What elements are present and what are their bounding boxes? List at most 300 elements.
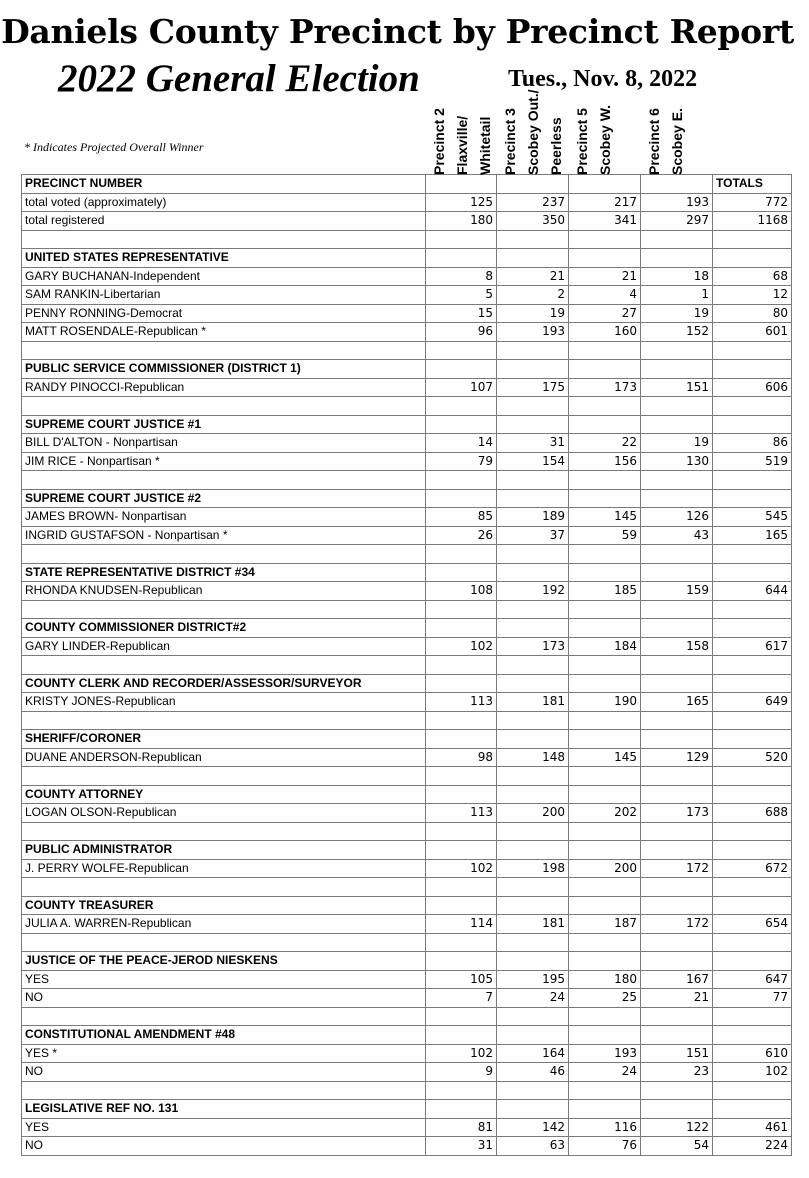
precinct-value bbox=[641, 619, 713, 638]
row-label bbox=[22, 600, 426, 619]
precinct-value: 192 bbox=[497, 582, 569, 601]
spacer-row bbox=[22, 878, 792, 897]
precinct-value: 145 bbox=[569, 508, 641, 527]
precinct-value: 113 bbox=[426, 804, 497, 823]
precinct-value bbox=[426, 563, 497, 582]
total-value: 461 bbox=[713, 1118, 792, 1137]
race-title: PUBLIC SERVICE COMMISSIONER (DISTRICT 1) bbox=[22, 360, 426, 379]
table-row bbox=[22, 1137, 792, 1156]
table-row bbox=[22, 434, 792, 453]
section-header-row bbox=[22, 1026, 792, 1045]
row-label bbox=[22, 230, 426, 249]
section-header-row bbox=[22, 489, 792, 508]
precinct-value: 350 bbox=[497, 212, 569, 231]
precinct-value: 102 bbox=[426, 637, 497, 656]
race-title: LEGISLATIVE REF NO. 131 bbox=[22, 1100, 426, 1119]
precinct-value bbox=[569, 563, 641, 582]
row-label bbox=[22, 1081, 426, 1100]
precinct-value: 85 bbox=[426, 508, 497, 527]
section-header-row bbox=[22, 952, 792, 971]
precinct-value bbox=[569, 545, 641, 564]
precinct-value: 8 bbox=[426, 267, 497, 286]
precinct-value bbox=[497, 933, 569, 952]
total-value bbox=[713, 1081, 792, 1100]
precinct-value bbox=[641, 1081, 713, 1100]
precinct-value bbox=[497, 415, 569, 434]
column-header-row bbox=[22, 175, 792, 194]
precinct-value bbox=[426, 230, 497, 249]
precinct-value bbox=[426, 878, 497, 897]
race-title: COUNTY CLERK AND RECORDER/ASSESSOR/SURVEYOR bbox=[22, 674, 426, 693]
precinct-value bbox=[569, 952, 641, 971]
precinct-value: 59 bbox=[569, 526, 641, 545]
precinct-value: 145 bbox=[569, 748, 641, 767]
precinct-value: 126 bbox=[641, 508, 713, 527]
total-value: 644 bbox=[713, 582, 792, 601]
table-row bbox=[22, 193, 792, 212]
precinct-value: 200 bbox=[497, 804, 569, 823]
row-label: JAMES BROWN- Nonpartisan bbox=[22, 508, 426, 527]
precinct-value bbox=[641, 711, 713, 730]
race-title: COUNTY COMMISSIONER DISTRICT#2 bbox=[22, 619, 426, 638]
precinct-value bbox=[497, 656, 569, 675]
precinct-value bbox=[497, 563, 569, 582]
precinct-value bbox=[569, 249, 641, 268]
precinct-value: 23 bbox=[641, 1063, 713, 1082]
precinct-value bbox=[426, 730, 497, 749]
table-row bbox=[22, 267, 792, 286]
precinct-value bbox=[641, 360, 713, 379]
precinct-value bbox=[497, 841, 569, 860]
precinct-value: 173 bbox=[641, 804, 713, 823]
precinct-value: 102 bbox=[426, 859, 497, 878]
spacer-row bbox=[22, 230, 792, 249]
total-value: 102 bbox=[713, 1063, 792, 1082]
precinct-value: 180 bbox=[426, 212, 497, 231]
table-row bbox=[22, 212, 792, 231]
precinct-value bbox=[497, 674, 569, 693]
precinct-value: 15 bbox=[426, 304, 497, 323]
precinct-value bbox=[641, 545, 713, 564]
precinct-value bbox=[569, 471, 641, 490]
precinct-name-line: Scobey W. bbox=[597, 104, 613, 175]
precinct-value: 341 bbox=[569, 212, 641, 231]
precinct-value: 148 bbox=[497, 748, 569, 767]
precinct-name bbox=[571, 105, 617, 175]
row-label bbox=[22, 545, 426, 564]
section-header-row bbox=[22, 841, 792, 860]
precinct-value: 164 bbox=[497, 1044, 569, 1063]
total-value: 649 bbox=[713, 693, 792, 712]
precinct-value bbox=[569, 341, 641, 360]
total-value: 12 bbox=[713, 286, 792, 305]
row-label: total registered bbox=[22, 212, 426, 231]
precinct-value: 125 bbox=[426, 193, 497, 212]
spacer-row bbox=[22, 1007, 792, 1026]
precinct-value bbox=[569, 730, 641, 749]
row-label bbox=[22, 341, 426, 360]
spacer-row bbox=[22, 471, 792, 490]
precinct-value bbox=[426, 1100, 497, 1119]
precinct-value: 165 bbox=[641, 693, 713, 712]
precinct-value bbox=[497, 249, 569, 268]
precinct-value: 202 bbox=[569, 804, 641, 823]
precinct-value bbox=[641, 785, 713, 804]
precinct-value bbox=[569, 600, 641, 619]
precinct-value bbox=[497, 341, 569, 360]
precinct-value bbox=[497, 230, 569, 249]
row-label bbox=[22, 471, 426, 490]
total-value: 520 bbox=[713, 748, 792, 767]
table-row bbox=[22, 1118, 792, 1137]
precinct-value: 98 bbox=[426, 748, 497, 767]
precinct-value bbox=[497, 952, 569, 971]
section-header-row bbox=[22, 249, 792, 268]
row-label: NO bbox=[22, 1137, 426, 1156]
precinct-value: 173 bbox=[497, 637, 569, 656]
precinct-value bbox=[426, 415, 497, 434]
section-header-row bbox=[22, 360, 792, 379]
precinct-value bbox=[569, 360, 641, 379]
table-row bbox=[22, 859, 792, 878]
total-value bbox=[713, 249, 792, 268]
table-row bbox=[22, 582, 792, 601]
total-value: 545 bbox=[713, 508, 792, 527]
table-row bbox=[22, 1044, 792, 1063]
precinct-value bbox=[497, 730, 569, 749]
precinct-column-header bbox=[497, 89, 569, 194]
precinct-value bbox=[569, 878, 641, 897]
total-value bbox=[713, 545, 792, 564]
row-label: PRECINCT NUMBER bbox=[22, 175, 426, 194]
precinct-value bbox=[641, 489, 713, 508]
precinct-value bbox=[426, 397, 497, 416]
precinct-value: 154 bbox=[497, 452, 569, 471]
precinct-value: 151 bbox=[641, 1044, 713, 1063]
precinct-value: 193 bbox=[497, 323, 569, 342]
precinct-value bbox=[426, 249, 497, 268]
precinct-value: 185 bbox=[569, 582, 641, 601]
total-value bbox=[713, 711, 792, 730]
precinct-value bbox=[497, 1100, 569, 1119]
table-row bbox=[22, 748, 792, 767]
precinct-value: 193 bbox=[569, 1044, 641, 1063]
precinct-value bbox=[497, 1007, 569, 1026]
precinct-value bbox=[569, 619, 641, 638]
precinct-value: 96 bbox=[426, 323, 497, 342]
spacer-row bbox=[22, 822, 792, 841]
precinct-value: 195 bbox=[497, 970, 569, 989]
precinct-value bbox=[569, 1100, 641, 1119]
row-label: YES bbox=[22, 1118, 426, 1137]
section-header-row bbox=[22, 415, 792, 434]
row-label bbox=[22, 767, 426, 786]
total-value: 672 bbox=[713, 859, 792, 878]
precinct-value: 152 bbox=[641, 323, 713, 342]
precinct-value bbox=[497, 600, 569, 619]
row-label bbox=[22, 878, 426, 897]
precinct-value bbox=[641, 674, 713, 693]
row-label bbox=[22, 656, 426, 675]
precinct-value: 173 bbox=[569, 378, 641, 397]
row-label: DUANE ANDERSON-Republican bbox=[22, 748, 426, 767]
precinct-value bbox=[641, 952, 713, 971]
spacer-row bbox=[22, 600, 792, 619]
precinct-value: 21 bbox=[641, 989, 713, 1008]
precinct-value: 46 bbox=[497, 1063, 569, 1082]
total-value bbox=[713, 878, 792, 897]
precinct-value: 26 bbox=[426, 526, 497, 545]
table-row bbox=[22, 508, 792, 527]
precinct-value bbox=[497, 878, 569, 897]
table-row bbox=[22, 804, 792, 823]
precinct-name bbox=[428, 108, 497, 175]
precinct-value: 4 bbox=[569, 286, 641, 305]
table-row bbox=[22, 915, 792, 934]
table-row bbox=[22, 970, 792, 989]
precinct-name-line: Scobey Out./ bbox=[525, 89, 541, 175]
precinct-value bbox=[426, 360, 497, 379]
precinct-value: 105 bbox=[426, 970, 497, 989]
precinct-value bbox=[426, 933, 497, 952]
row-label: BILL D'ALTON - Nonpartisan bbox=[22, 434, 426, 453]
precinct-value bbox=[497, 822, 569, 841]
row-label: RHONDA KNUDSEN-Republican bbox=[22, 582, 426, 601]
total-value: 772 bbox=[713, 193, 792, 212]
race-title: CONSTITUTIONAL AMENDMENT #48 bbox=[22, 1026, 426, 1045]
precinct-value bbox=[569, 397, 641, 416]
table-row bbox=[22, 989, 792, 1008]
precinct-value bbox=[569, 230, 641, 249]
row-label: YES * bbox=[22, 1044, 426, 1063]
total-value bbox=[713, 489, 792, 508]
precinct-value: 181 bbox=[497, 915, 569, 934]
precinct-value: 31 bbox=[426, 1137, 497, 1156]
precinct-value bbox=[569, 785, 641, 804]
precinct-value: 31 bbox=[497, 434, 569, 453]
precinct-value: 18 bbox=[641, 267, 713, 286]
precinct-value bbox=[426, 896, 497, 915]
section-header-row bbox=[22, 563, 792, 582]
precinct-value: 54 bbox=[641, 1137, 713, 1156]
total-value: 617 bbox=[713, 637, 792, 656]
precinct-value bbox=[426, 471, 497, 490]
election-date: Tues., Nov. 8, 2022 bbox=[508, 66, 698, 92]
row-label: JIM RICE - Nonpartisan * bbox=[22, 452, 426, 471]
precinct-value bbox=[569, 896, 641, 915]
table-row bbox=[22, 637, 792, 656]
race-title: JUSTICE OF THE PEACE-JEROD NIESKENS bbox=[22, 952, 426, 971]
precinct-value bbox=[569, 1081, 641, 1100]
precinct-value bbox=[569, 1007, 641, 1026]
section-header-row bbox=[22, 896, 792, 915]
precinct-value bbox=[497, 896, 569, 915]
precinct-name-line: Precinct 5 bbox=[574, 108, 590, 175]
section-header-row bbox=[22, 1100, 792, 1119]
precinct-value: 1 bbox=[641, 286, 713, 305]
precinct-value bbox=[569, 489, 641, 508]
precinct-value bbox=[426, 674, 497, 693]
precinct-value bbox=[426, 1081, 497, 1100]
table-row bbox=[22, 286, 792, 305]
precinct-value: 160 bbox=[569, 323, 641, 342]
precinct-value bbox=[426, 619, 497, 638]
row-label: RANDY PINOCCI-Republican bbox=[22, 378, 426, 397]
spacer-row bbox=[22, 711, 792, 730]
spacer-row bbox=[22, 545, 792, 564]
precinct-value bbox=[426, 952, 497, 971]
precinct-value: 200 bbox=[569, 859, 641, 878]
row-label: YES bbox=[22, 970, 426, 989]
total-value bbox=[713, 841, 792, 860]
precinct-value: 151 bbox=[641, 378, 713, 397]
total-value: 1168 bbox=[713, 212, 792, 231]
precinct-value bbox=[641, 933, 713, 952]
precinct-value bbox=[497, 471, 569, 490]
row-label: GARY LINDER-Republican bbox=[22, 637, 426, 656]
total-value bbox=[713, 1026, 792, 1045]
precinct-column-header bbox=[569, 104, 641, 194]
precinct-value: 21 bbox=[497, 267, 569, 286]
precinct-value bbox=[641, 1100, 713, 1119]
total-value: 77 bbox=[713, 989, 792, 1008]
total-value bbox=[713, 952, 792, 971]
precinct-value bbox=[569, 767, 641, 786]
precinct-value: 43 bbox=[641, 526, 713, 545]
total-value: 68 bbox=[713, 267, 792, 286]
total-value: 165 bbox=[713, 526, 792, 545]
precinct-value: 198 bbox=[497, 859, 569, 878]
precinct-value: 102 bbox=[426, 1044, 497, 1063]
spacer-row bbox=[22, 397, 792, 416]
precinct-value: 9 bbox=[426, 1063, 497, 1082]
precinct-name bbox=[643, 108, 689, 175]
precinct-value bbox=[641, 600, 713, 619]
precinct-name-line: Peerless bbox=[548, 117, 564, 175]
precinct-value: 19 bbox=[497, 304, 569, 323]
total-value bbox=[713, 360, 792, 379]
row-label: NO bbox=[22, 1063, 426, 1082]
precinct-name-line: Precinct 6 bbox=[646, 108, 662, 175]
spacer-row bbox=[22, 341, 792, 360]
total-value bbox=[713, 563, 792, 582]
precinct-name-line: Flaxville/ bbox=[454, 115, 470, 175]
spacer-row bbox=[22, 767, 792, 786]
precinct-value: 24 bbox=[497, 989, 569, 1008]
precinct-value bbox=[641, 896, 713, 915]
precinct-value: 2 bbox=[497, 286, 569, 305]
precinct-value: 37 bbox=[497, 526, 569, 545]
spacer-row bbox=[22, 1081, 792, 1100]
total-value: 86 bbox=[713, 434, 792, 453]
precinct-value bbox=[426, 600, 497, 619]
total-value bbox=[713, 656, 792, 675]
total-value bbox=[713, 341, 792, 360]
precinct-value bbox=[426, 841, 497, 860]
precinct-value: 63 bbox=[497, 1137, 569, 1156]
precinct-value: 193 bbox=[641, 193, 713, 212]
precinct-value: 116 bbox=[569, 1118, 641, 1137]
race-title: COUNTY TREASURER bbox=[22, 896, 426, 915]
precinct-value bbox=[641, 767, 713, 786]
precinct-value bbox=[569, 711, 641, 730]
precinct-value bbox=[641, 841, 713, 860]
precinct-value bbox=[641, 656, 713, 675]
total-value: 224 bbox=[713, 1137, 792, 1156]
total-value bbox=[713, 1007, 792, 1026]
precinct-value bbox=[497, 1081, 569, 1100]
precinct-value bbox=[569, 1026, 641, 1045]
row-label bbox=[22, 711, 426, 730]
row-label: PENNY RONNING-Democrat bbox=[22, 304, 426, 323]
total-value: 688 bbox=[713, 804, 792, 823]
precinct-value bbox=[426, 711, 497, 730]
row-label: NO bbox=[22, 989, 426, 1008]
precinct-value: 22 bbox=[569, 434, 641, 453]
precinct-value: 81 bbox=[426, 1118, 497, 1137]
row-label bbox=[22, 822, 426, 841]
row-label: total voted (approximately) bbox=[22, 193, 426, 212]
precinct-value: 7 bbox=[426, 989, 497, 1008]
spacer-row bbox=[22, 933, 792, 952]
total-value: 80 bbox=[713, 304, 792, 323]
total-value: 647 bbox=[713, 970, 792, 989]
total-value bbox=[713, 397, 792, 416]
precinct-value: 19 bbox=[641, 434, 713, 453]
precinct-value: 24 bbox=[569, 1063, 641, 1082]
precinct-value: 184 bbox=[569, 637, 641, 656]
precinct-value bbox=[569, 415, 641, 434]
total-value: 601 bbox=[713, 323, 792, 342]
precinct-value bbox=[426, 489, 497, 508]
total-value bbox=[713, 1100, 792, 1119]
race-title: UNITED STATES REPRESENTATIVE bbox=[22, 249, 426, 268]
precinct-value: 108 bbox=[426, 582, 497, 601]
precinct-value bbox=[426, 767, 497, 786]
precinct-value bbox=[641, 230, 713, 249]
row-label: LOGAN OLSON-Republican bbox=[22, 804, 426, 823]
precinct-value bbox=[569, 933, 641, 952]
race-title: SUPREME COURT JUSTICE #2 bbox=[22, 489, 426, 508]
precinct-value: 107 bbox=[426, 378, 497, 397]
precinct-value: 190 bbox=[569, 693, 641, 712]
precinct-value bbox=[497, 545, 569, 564]
total-value bbox=[713, 767, 792, 786]
row-label: MATT ROSENDALE-Republican * bbox=[22, 323, 426, 342]
total-value bbox=[713, 230, 792, 249]
precinct-value: 19 bbox=[641, 304, 713, 323]
precinct-value bbox=[641, 471, 713, 490]
precinct-value bbox=[426, 1026, 497, 1045]
precinct-value bbox=[569, 822, 641, 841]
precinct-value bbox=[641, 730, 713, 749]
precinct-value: 27 bbox=[569, 304, 641, 323]
row-label: SAM RANKIN-Libertarian bbox=[22, 286, 426, 305]
precinct-value: 175 bbox=[497, 378, 569, 397]
precinct-column-header bbox=[641, 108, 713, 194]
race-title: PUBLIC ADMINISTRATOR bbox=[22, 841, 426, 860]
report-title: Daniels County Precinct by Precinct Report bbox=[1, 12, 794, 51]
row-label bbox=[22, 397, 426, 416]
table-row bbox=[22, 1063, 792, 1082]
section-header-row bbox=[22, 730, 792, 749]
section-header-row bbox=[22, 674, 792, 693]
precinct-value bbox=[641, 249, 713, 268]
precinct-value: 159 bbox=[641, 582, 713, 601]
precinct-value bbox=[426, 822, 497, 841]
precinct-value: 187 bbox=[569, 915, 641, 934]
table-row bbox=[22, 693, 792, 712]
